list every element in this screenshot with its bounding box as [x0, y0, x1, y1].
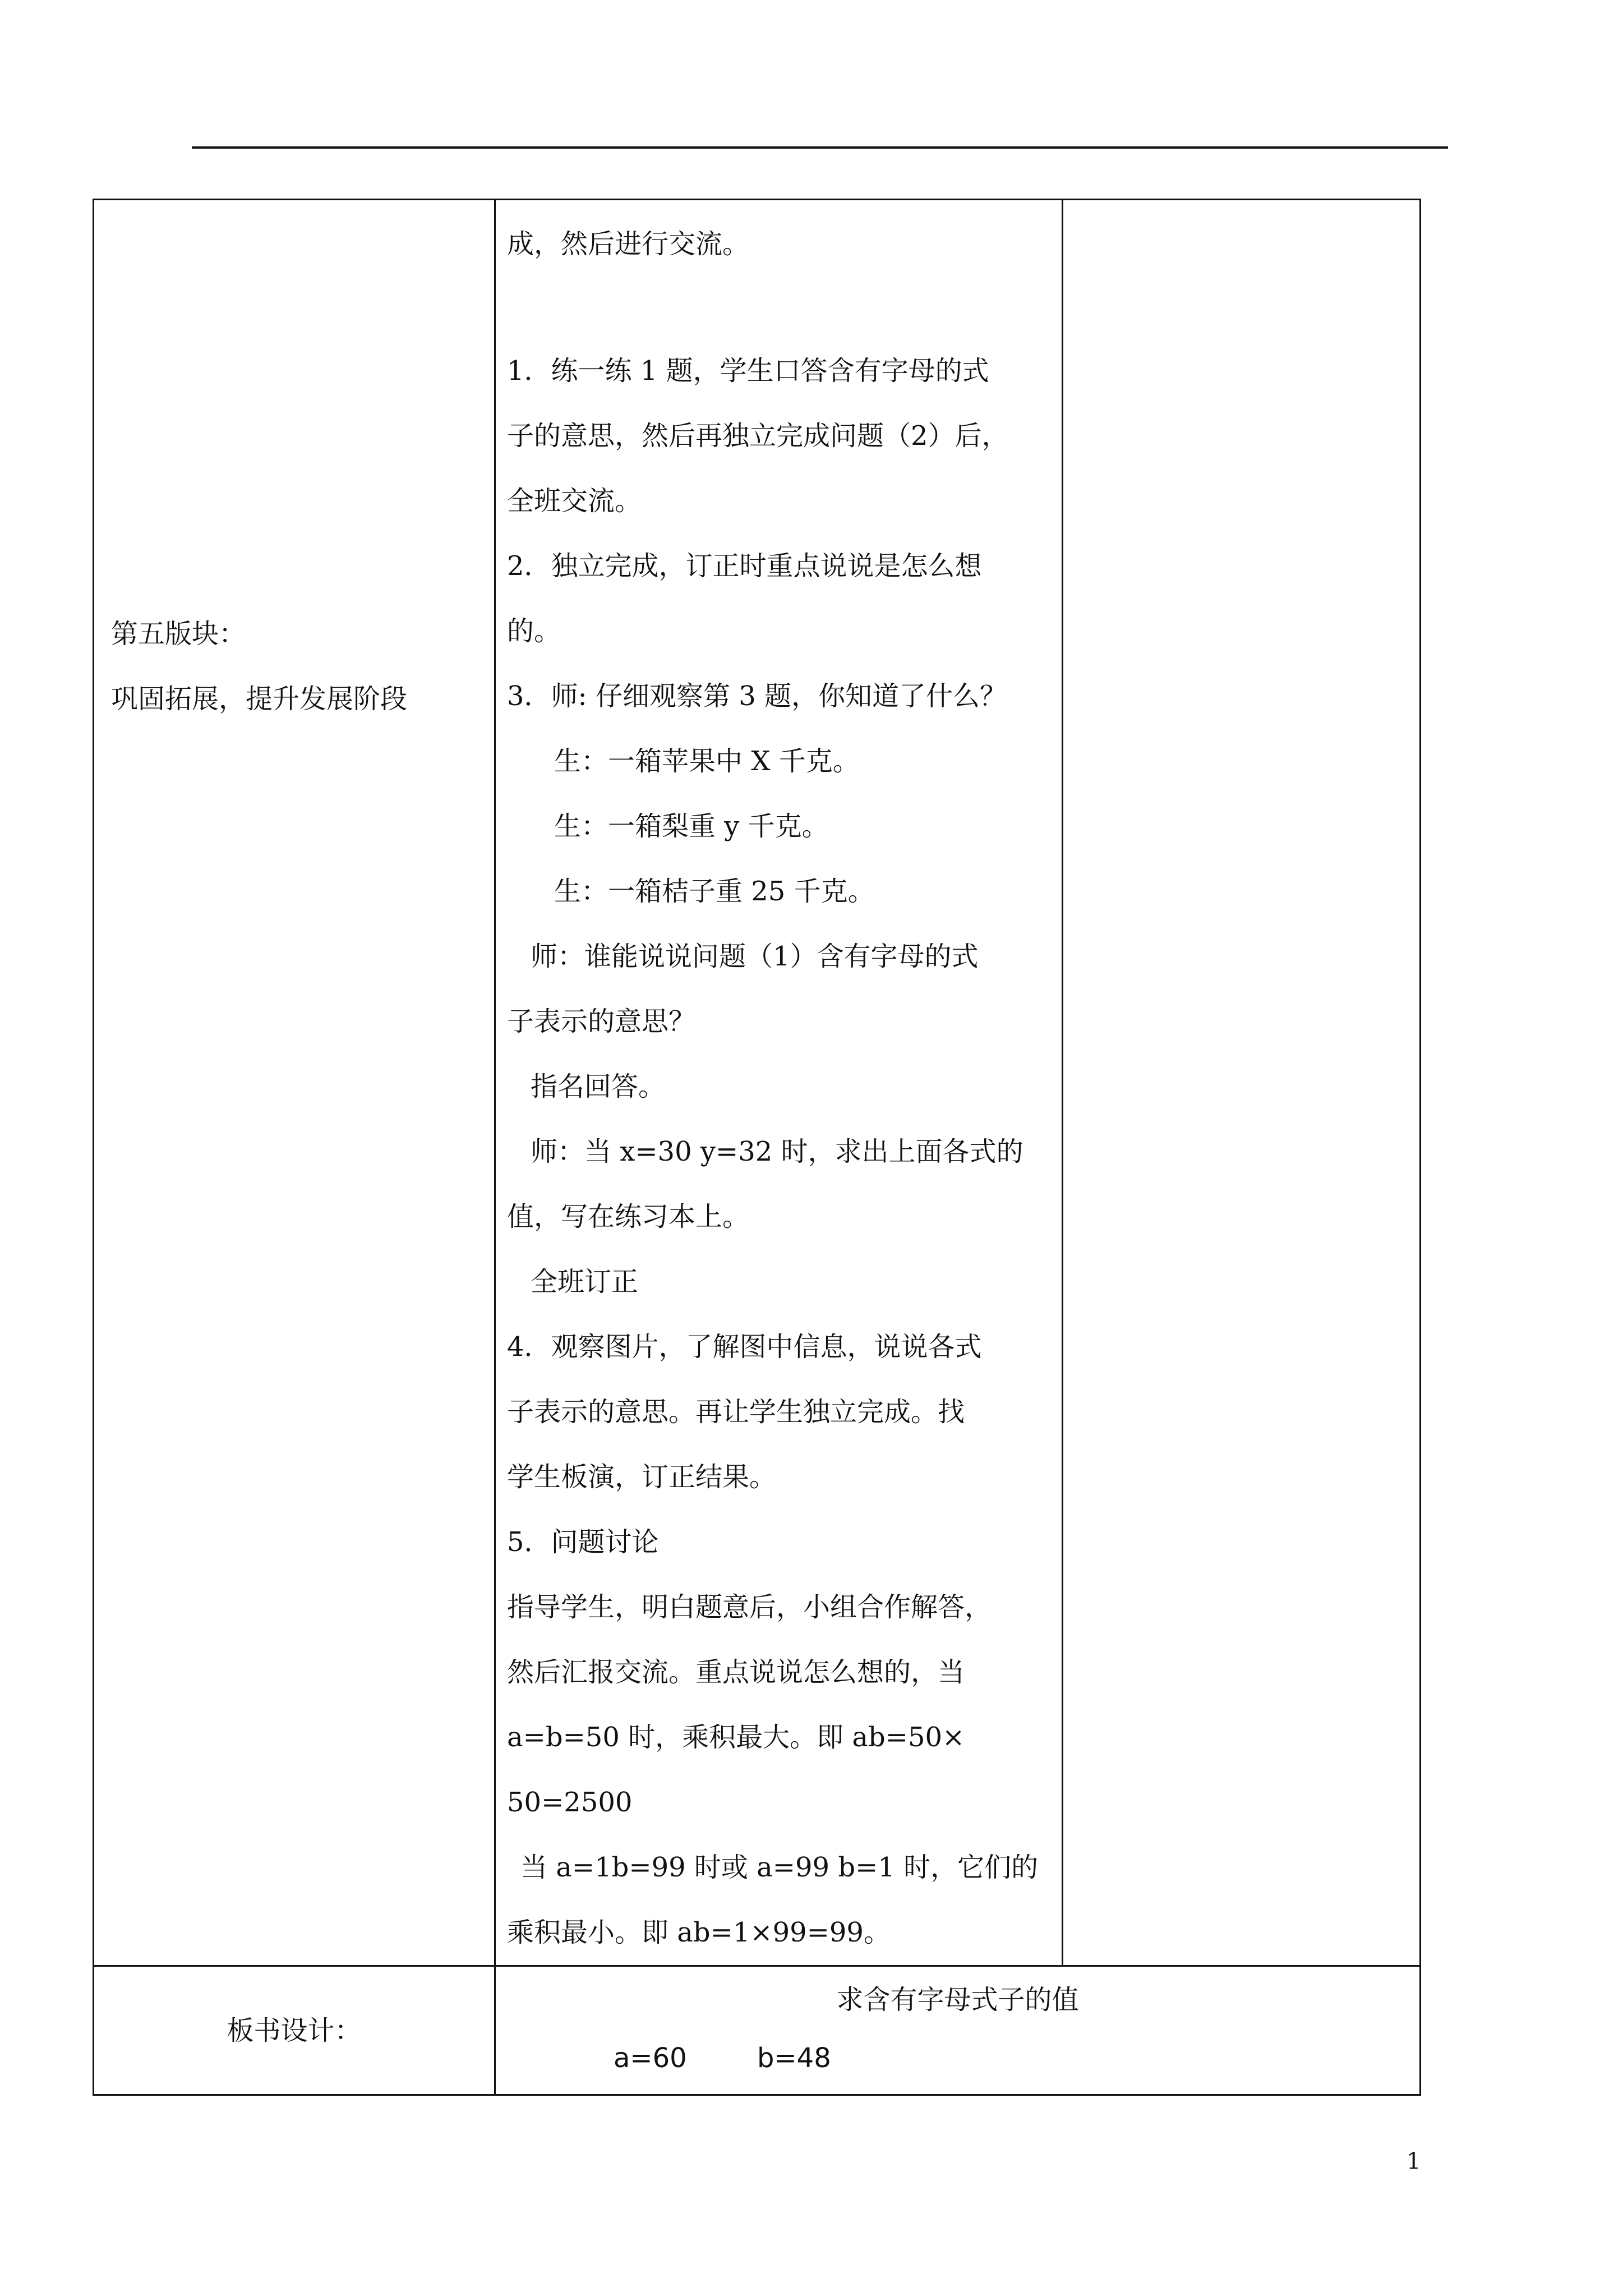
content-line: 1．练一练 1 题，学生口答含有字母的式	[507, 355, 989, 386]
content-line: 2．独立完成，订正时重点说说是怎么想	[507, 550, 982, 582]
content-line: 的。	[507, 615, 561, 647]
content-line: 师：当 x=30 y=32 时，求出上面各式的	[531, 1136, 1023, 1167]
content-line: 全班订正	[531, 1266, 639, 1297]
page-number: 1	[1407, 2148, 1421, 2174]
stage-subtitle: 巩固拓展，提升发展阶段	[111, 683, 408, 715]
content-line: 师：谁能说说问题（1）含有字母的式	[531, 941, 979, 972]
content-line: 指名回答。	[531, 1071, 666, 1102]
board-label-cell	[94, 1966, 495, 2095]
content-line: 50=2500	[507, 1787, 633, 1818]
content-line: 成，然后进行交流。	[507, 228, 750, 260]
content-line: 乘积最小。即 ab=1×99=99。	[507, 1917, 891, 1948]
board-b-value: b=48	[757, 2042, 831, 2074]
content-line: 3．师: 仔细观察第 3 题，你知道了什么？	[507, 680, 1007, 712]
content-line: 子表示的意思？	[507, 1006, 696, 1037]
content-line: 学生板演，订正结果。	[507, 1461, 777, 1493]
header-rule	[192, 146, 1448, 149]
board-title: 求含有字母式子的值	[836, 1984, 1079, 2016]
board-values	[614, 2042, 831, 2074]
content-line: 然后汇报交流。重点说说怎么想的，当	[507, 1657, 965, 1688]
content-line: 生：一箱梨重 y 千克。	[554, 811, 829, 842]
stage-cell	[94, 200, 495, 1966]
content-line: 值，写在练习本上。	[507, 1201, 750, 1232]
content-line: 生：一箱桔子重 25 千克。	[554, 876, 875, 907]
board-design-cell	[495, 1966, 1421, 2095]
content-line: 全班交流。	[507, 485, 642, 517]
lesson-plan-table	[93, 199, 1421, 2096]
table-row	[94, 200, 1421, 1966]
content-line: 4．观察图片，了解图中信息，说说各式	[507, 1331, 982, 1363]
board-design-label: 板书设计：	[227, 2015, 362, 2046]
content-line: 当 a=1b=99 时或 a=99 b=1 时，它们的	[520, 1852, 1039, 1883]
notes-cell	[1063, 200, 1421, 1966]
content-line: 子表示的意思。再让学生独立完成。找	[507, 1396, 965, 1428]
stage-title: 第五版块：	[111, 618, 246, 650]
table-row	[94, 1966, 1421, 2095]
content-cell	[495, 200, 1063, 1966]
board-a-value: a=60	[614, 2042, 687, 2074]
content-line: a=b=50 时，乘积最大。即 ab=50×	[507, 1722, 965, 1753]
content-line: 子的意思，然后再独立完成问题（2）后，	[507, 420, 1009, 452]
content-line: 5．问题讨论	[507, 1526, 659, 1558]
content-line: 指导学生，明白题意后，小组合作解答，	[507, 1591, 992, 1623]
content-line: 生：一箱苹果中 X 千克。	[554, 746, 860, 777]
